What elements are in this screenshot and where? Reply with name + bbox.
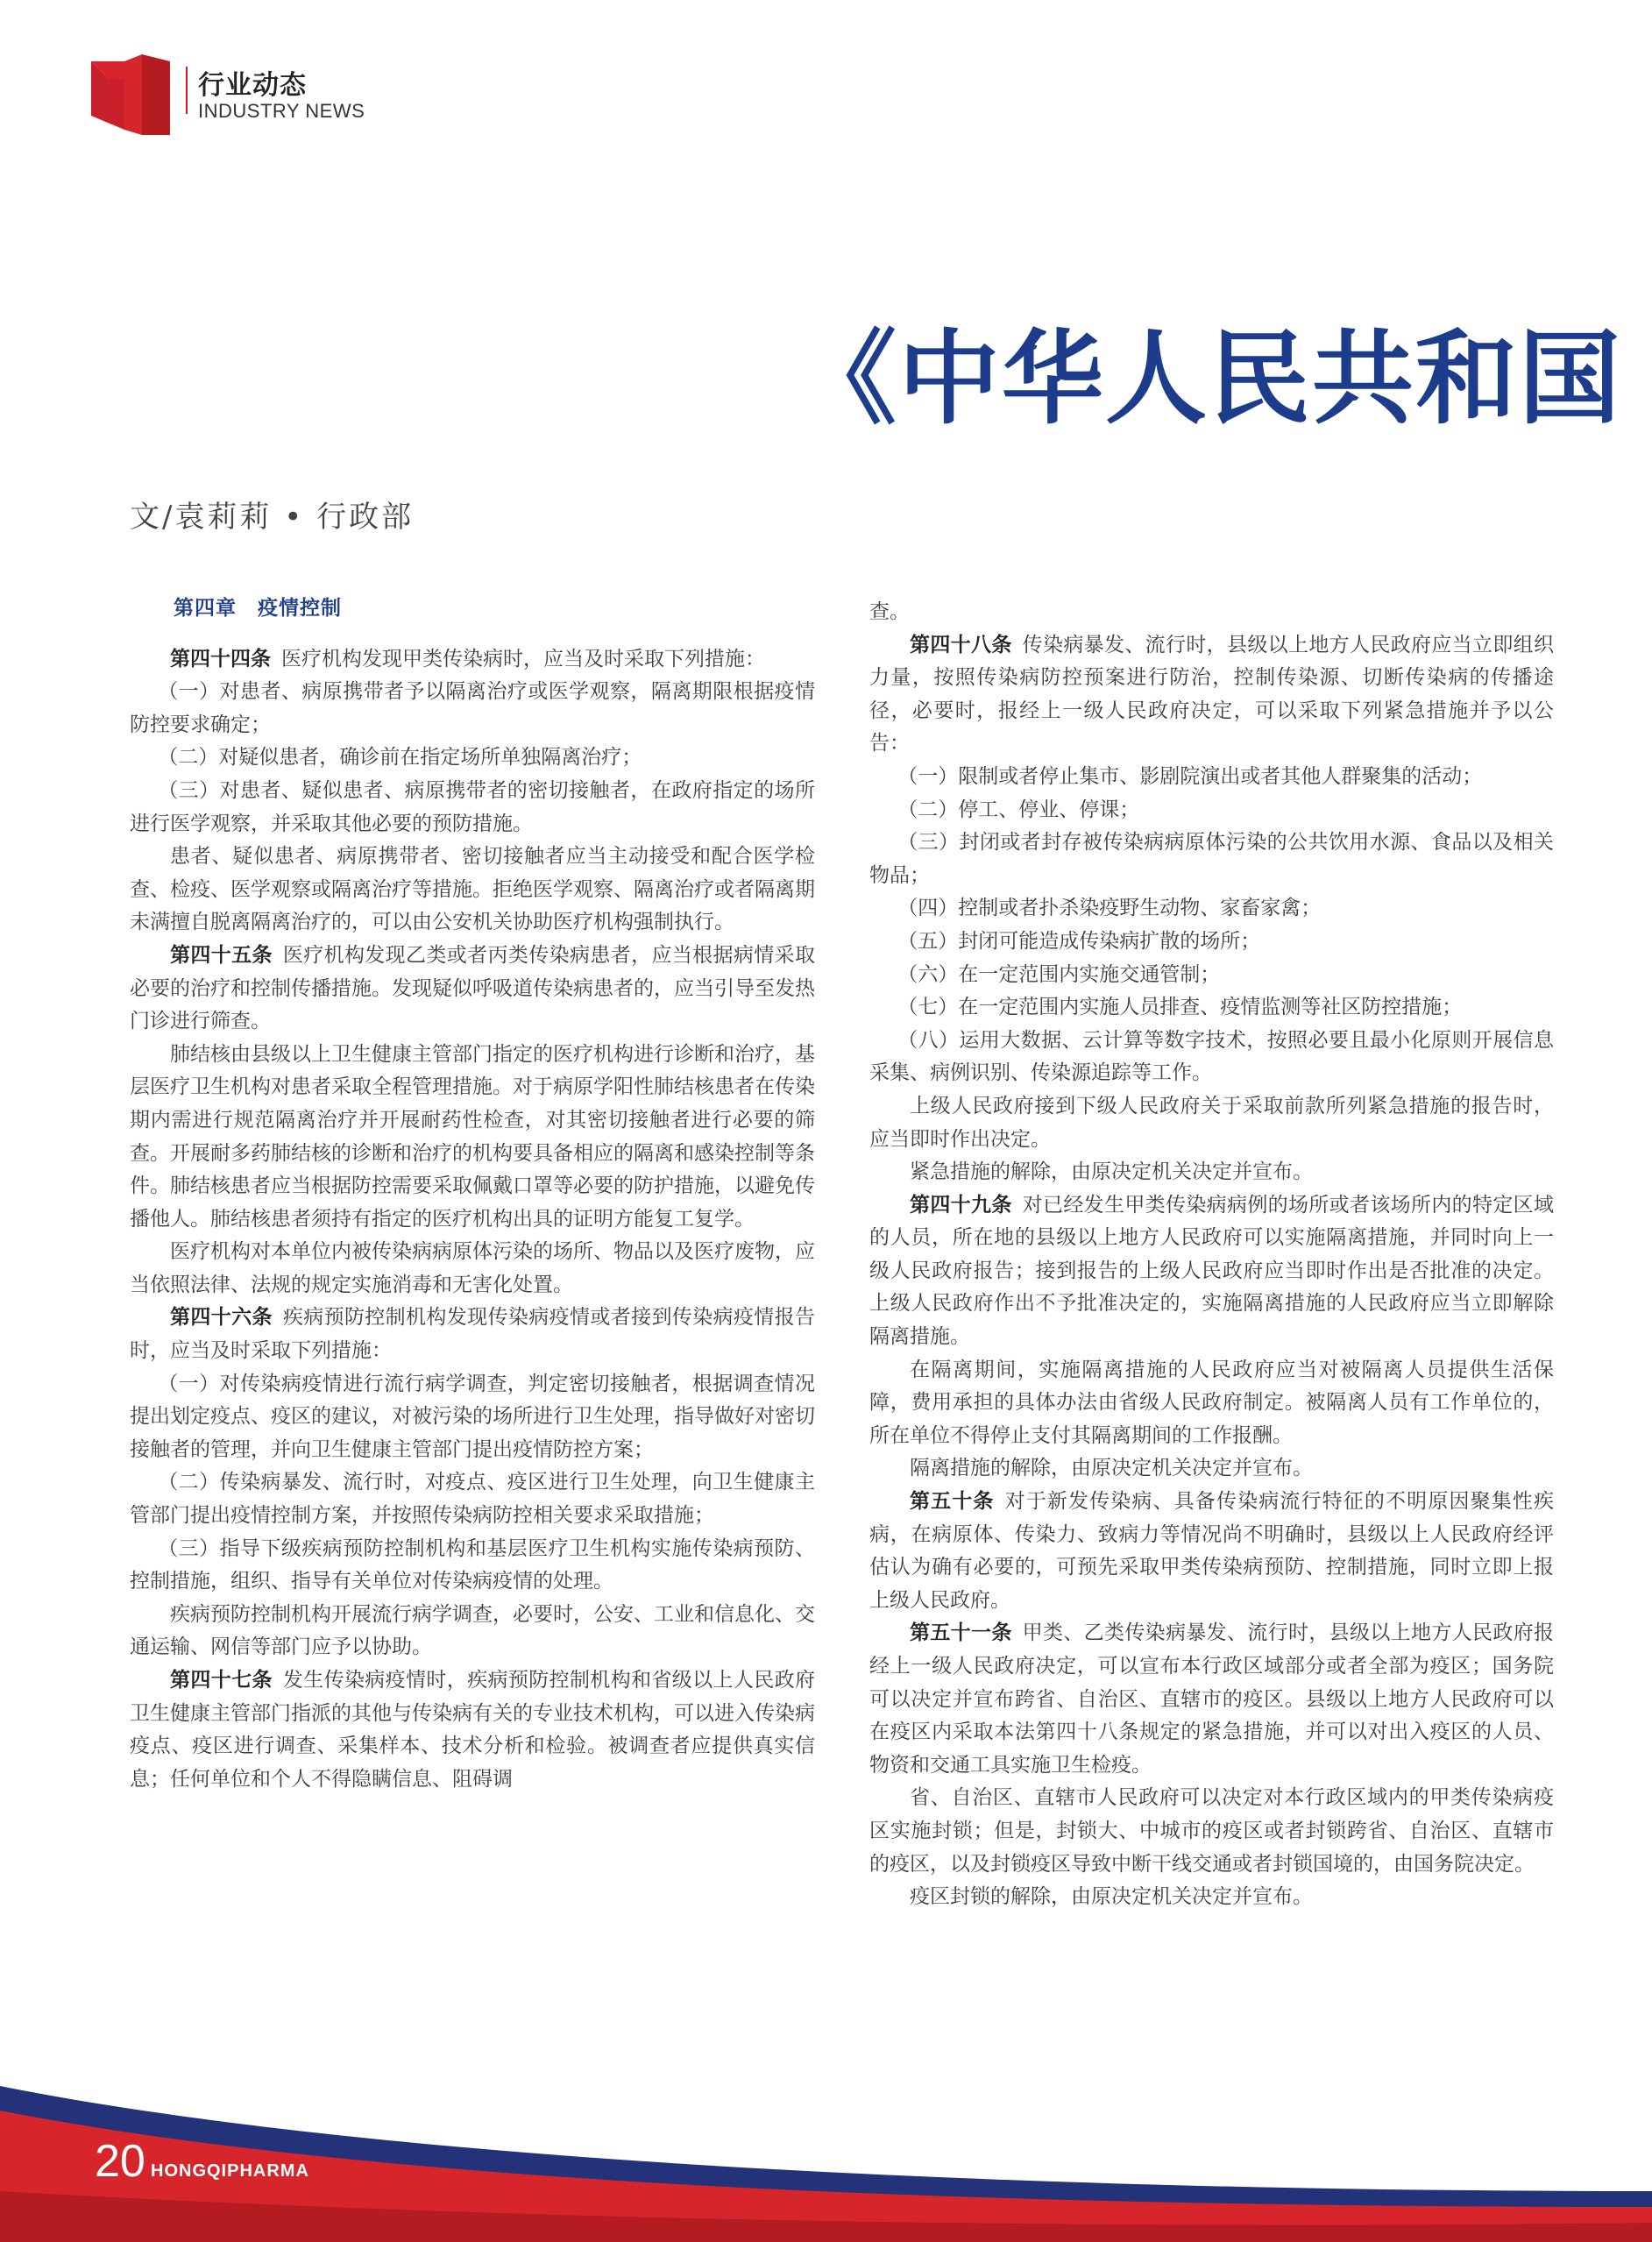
paragraph: 在隔离期间，实施隔离措施的人民政府应当对被隔离人员提供生活保障，费用承担的具体办法由省级人民政府制定。被隔离人员有工作单位的，所在单位不得停止支付其隔离期间的工作报酬。	[869, 1358, 1554, 1447]
paragraph: 上级人民政府接到下级人民政府关于采取前款所列紧急措施的报告时，应当即时作出决定。	[869, 1094, 1554, 1151]
list-item: （三）对患者、疑似患者、病原携带者的密切接触者，在政府指定的场所进行医学观察，并采取其他必要的预防措施。	[130, 778, 815, 835]
list-item: （八）运用大数据、云计算等数字技术，按照必要且最小化原则开展信息采集、病例识别、传染源追踪等工作。	[869, 1028, 1554, 1085]
article-paragraph	[869, 1486, 1554, 1617]
right-column-body	[869, 596, 1554, 1914]
paragraph: 疫区封锁的解除，由原决定机关决定并宣布。	[910, 1885, 1313, 1909]
paragraph: 查。	[869, 600, 910, 623]
article-text: 医疗机构发现甲类传染病时，应当及时采取下列措施：	[281, 647, 765, 670]
red-flag-1-logo-icon	[91, 54, 170, 135]
article-text: 甲类、乙类传染病暴发、流行时，县级以上地方人民政府报经上一级人民政府决定，可以宣布本行政区域部分或者全部为疫区；国务院可以决定并宣布跨省、自治区、直辖市的疫区。县级以上地方人民政府可以在疫区内采取本法第四十八条规定的紧急措施，并可以对出入疫区的人员、物资和交通工具实施卫生检疫。	[869, 1621, 1555, 1777]
list-item: （五）封闭可能造成传染病扩散的场所；	[897, 929, 1261, 953]
paragraph: 疾病预防控制机构开展流行病学调查，必要时，公安、工业和信息化、交通运输、网信等部门应予以协助。	[130, 1602, 815, 1659]
paragraph: 患者、疑似患者、病原携带者、密切接触者应当主动接受和配合医学检查、检疫、医学观察或隔离治疗等措施。拒绝医学观察、隔离治疗或者隔离期未满擅自脱离隔离治疗的，可以由公安机关协助医疗机构强制执行。	[130, 845, 815, 934]
list-item: （二）对疑似患者，确诊前在指定场所单独隔离治疗；	[158, 746, 642, 770]
article-number: 第四十九条	[910, 1193, 1012, 1217]
list-item: （六）在一定范围内实施交通管制；	[897, 962, 1221, 986]
article-text: 疾病预防控制机构发现传染病疫情或者接到传染病疫情报告时，应当及时采取下列措施：	[130, 1306, 816, 1363]
list-item: （一）限制或者停止集市、影剧院演出或者其他人群聚集的活动；	[897, 764, 1483, 788]
footer-wave-graphic	[0, 2060, 1652, 2242]
article-paragraph	[869, 1617, 1554, 1782]
article-paragraph	[130, 1302, 815, 1367]
article-paragraph	[869, 629, 1554, 761]
article-number: 第四十五条	[170, 943, 273, 967]
article-text: 医疗机构发现乙类或者丙类传染病患者，应当根据病情采取必要的治疗和控制传播措施。发现疑似呼吸道传染病患者的，应当引导至发热门诊进行筛查。	[130, 943, 816, 1033]
article-paragraph	[130, 1664, 815, 1796]
right-column	[869, 596, 1554, 1914]
page-number: 20	[95, 2136, 145, 2187]
article-text: 对于新发传染病、具备传染病流行特征的不明原因聚集性疾病，在病原体、传染力、致病力等情况尚不明确时，县级以上人民政府经评估认为确有必要的，可预先采取甲类传染病预防、控制措施，同时立即上报上级人民政府。	[869, 1490, 1555, 1612]
chapter-heading: 第四章 疫情控制	[174, 597, 342, 620]
brand-name: HONGQIPHARMA	[151, 2161, 309, 2181]
list-item: （三）封闭或者封存被传染病病原体污染的公共饮用水源、食品以及相关物品；	[869, 831, 1554, 887]
section-title-en: INDUSTRY NEWS	[198, 100, 365, 122]
list-item: （三）指导下级疾病预防控制机构和基层医疗卫生机构实施传染病预防、控制措施，组织、指导有关单位对传染病疫情的处理。	[130, 1536, 815, 1593]
article-number: 第五十一条	[910, 1621, 1012, 1645]
list-item: （二）传染病暴发、流行时，对疫点、疫区进行卫生处理，向卫生健康主管部门提出疫情控制方案，并按照传染病防控相关要求采取措施；	[130, 1471, 815, 1528]
article-text: 传染病暴发、流行时，县级以上地方人民政府应当立即组织力量，按照传染病防控预案进行防治，控制传染源、切断传染病的传播途径，必要时，报经上一级人民政府决定，可以采取下列紧急措施并予以公告：	[869, 633, 1555, 756]
header-divider	[186, 67, 188, 114]
list-item: （一）对患者、病原携带者予以隔离治疗或医学观察，隔离期限根据疫情防控要求确定；	[130, 680, 815, 736]
list-item: （二）停工、停业、停课；	[897, 798, 1140, 821]
paragraph: 肺结核由县级以上卫生健康主管部门指定的医疗机构进行诊断和治疗，基层医疗卫生机构对患者采取全程管理措施。对于病原学阳性肺结核患者在传染期内需进行规范隔离治疗并开展耐药性检查，对其密切接触者进行必要的筛查。开展耐多药肺结核的诊断和治疗的机构要具备相应的隔离和感染控制等条件。肺结核患者应当根据防控需要采取佩戴口罩等必要的防护措施，以避免传播他人。肺结核患者须持有指定的医疗机构出具的证明方能复工复学。	[130, 1042, 815, 1231]
paragraph: 省、自治区、直辖市人民政府可以决定对本行政区域内的甲类传染病疫区实施封锁；但是，封锁大、中城市的疫区或者封锁跨省、自治区、直辖市的疫区，以及封锁疫区导致中断干线交通或者封锁国境的，由国务院决定。	[869, 1786, 1554, 1876]
article-number: 第四十六条	[170, 1306, 273, 1330]
list-item: （四）控制或者扑杀染疫野生动物、家畜家禽；	[897, 897, 1322, 920]
article-headline: 《中华人民共和国	[795, 320, 1622, 438]
list-item: （七）在一定范围内实施人员排查、疫情监测等社区防控措施；	[897, 996, 1463, 1019]
article-number: 第四十七条	[170, 1669, 273, 1692]
section-title-cn: 行业动态	[198, 70, 307, 101]
article-paragraph	[130, 940, 815, 1039]
left-column-body	[130, 643, 815, 1797]
article-paragraph	[130, 643, 815, 677]
left-column	[130, 592, 815, 1796]
article-number: 第四十八条	[910, 633, 1012, 656]
article-number: 第四十四条	[170, 647, 271, 670]
article-byline: 文/袁莉莉 • 行政部	[130, 500, 415, 535]
article-text: 发生传染病疫情时，疾病预防控制机构和省级以上人民政府卫生健康主管部门指派的其他与传染病有关的专业技术机构，可以进入传染病疫点、疫区进行调查、采集样本、技术分析和检验。被调查者应提供真实信息；任何单位和个人不得隐瞒信息、阻碍调	[130, 1669, 816, 1791]
paragraph: 医疗机构对本单位内被传染病病原体污染的场所、物品以及医疗废物，应当依照法律、法规的规定实施消毒和无害化处置。	[130, 1240, 815, 1296]
article-number: 第五十条	[910, 1490, 995, 1514]
article-text: 对已经发生甲类传染病病例的场所或者该场所内的特定区域的人员，所在地的县级以上地方人民政府可以实施隔离措施，并同时向上一级人民政府报告；接到报告的上级人民政府应当即时作出是否批准的决定。上级人民政府作出不予批准决定的，实施隔离措施的人民政府应当立即解除隔离措施。	[869, 1193, 1555, 1349]
paragraph: 隔离措施的解除，由原决定机关决定并宣布。	[910, 1457, 1313, 1480]
list-item: （一）对传染病疫情进行流行病学调查，判定密切接触者，根据调查情况提出划定疫点、疫区的建议，对被污染的场所进行卫生处理，指导做好对密切接触者的管理，并向卫生健康主管部门提出疫情防控方案；	[130, 1372, 815, 1461]
article-paragraph	[869, 1189, 1554, 1354]
paragraph: 紧急措施的解除，由原决定机关决定并宣布。	[910, 1160, 1313, 1184]
